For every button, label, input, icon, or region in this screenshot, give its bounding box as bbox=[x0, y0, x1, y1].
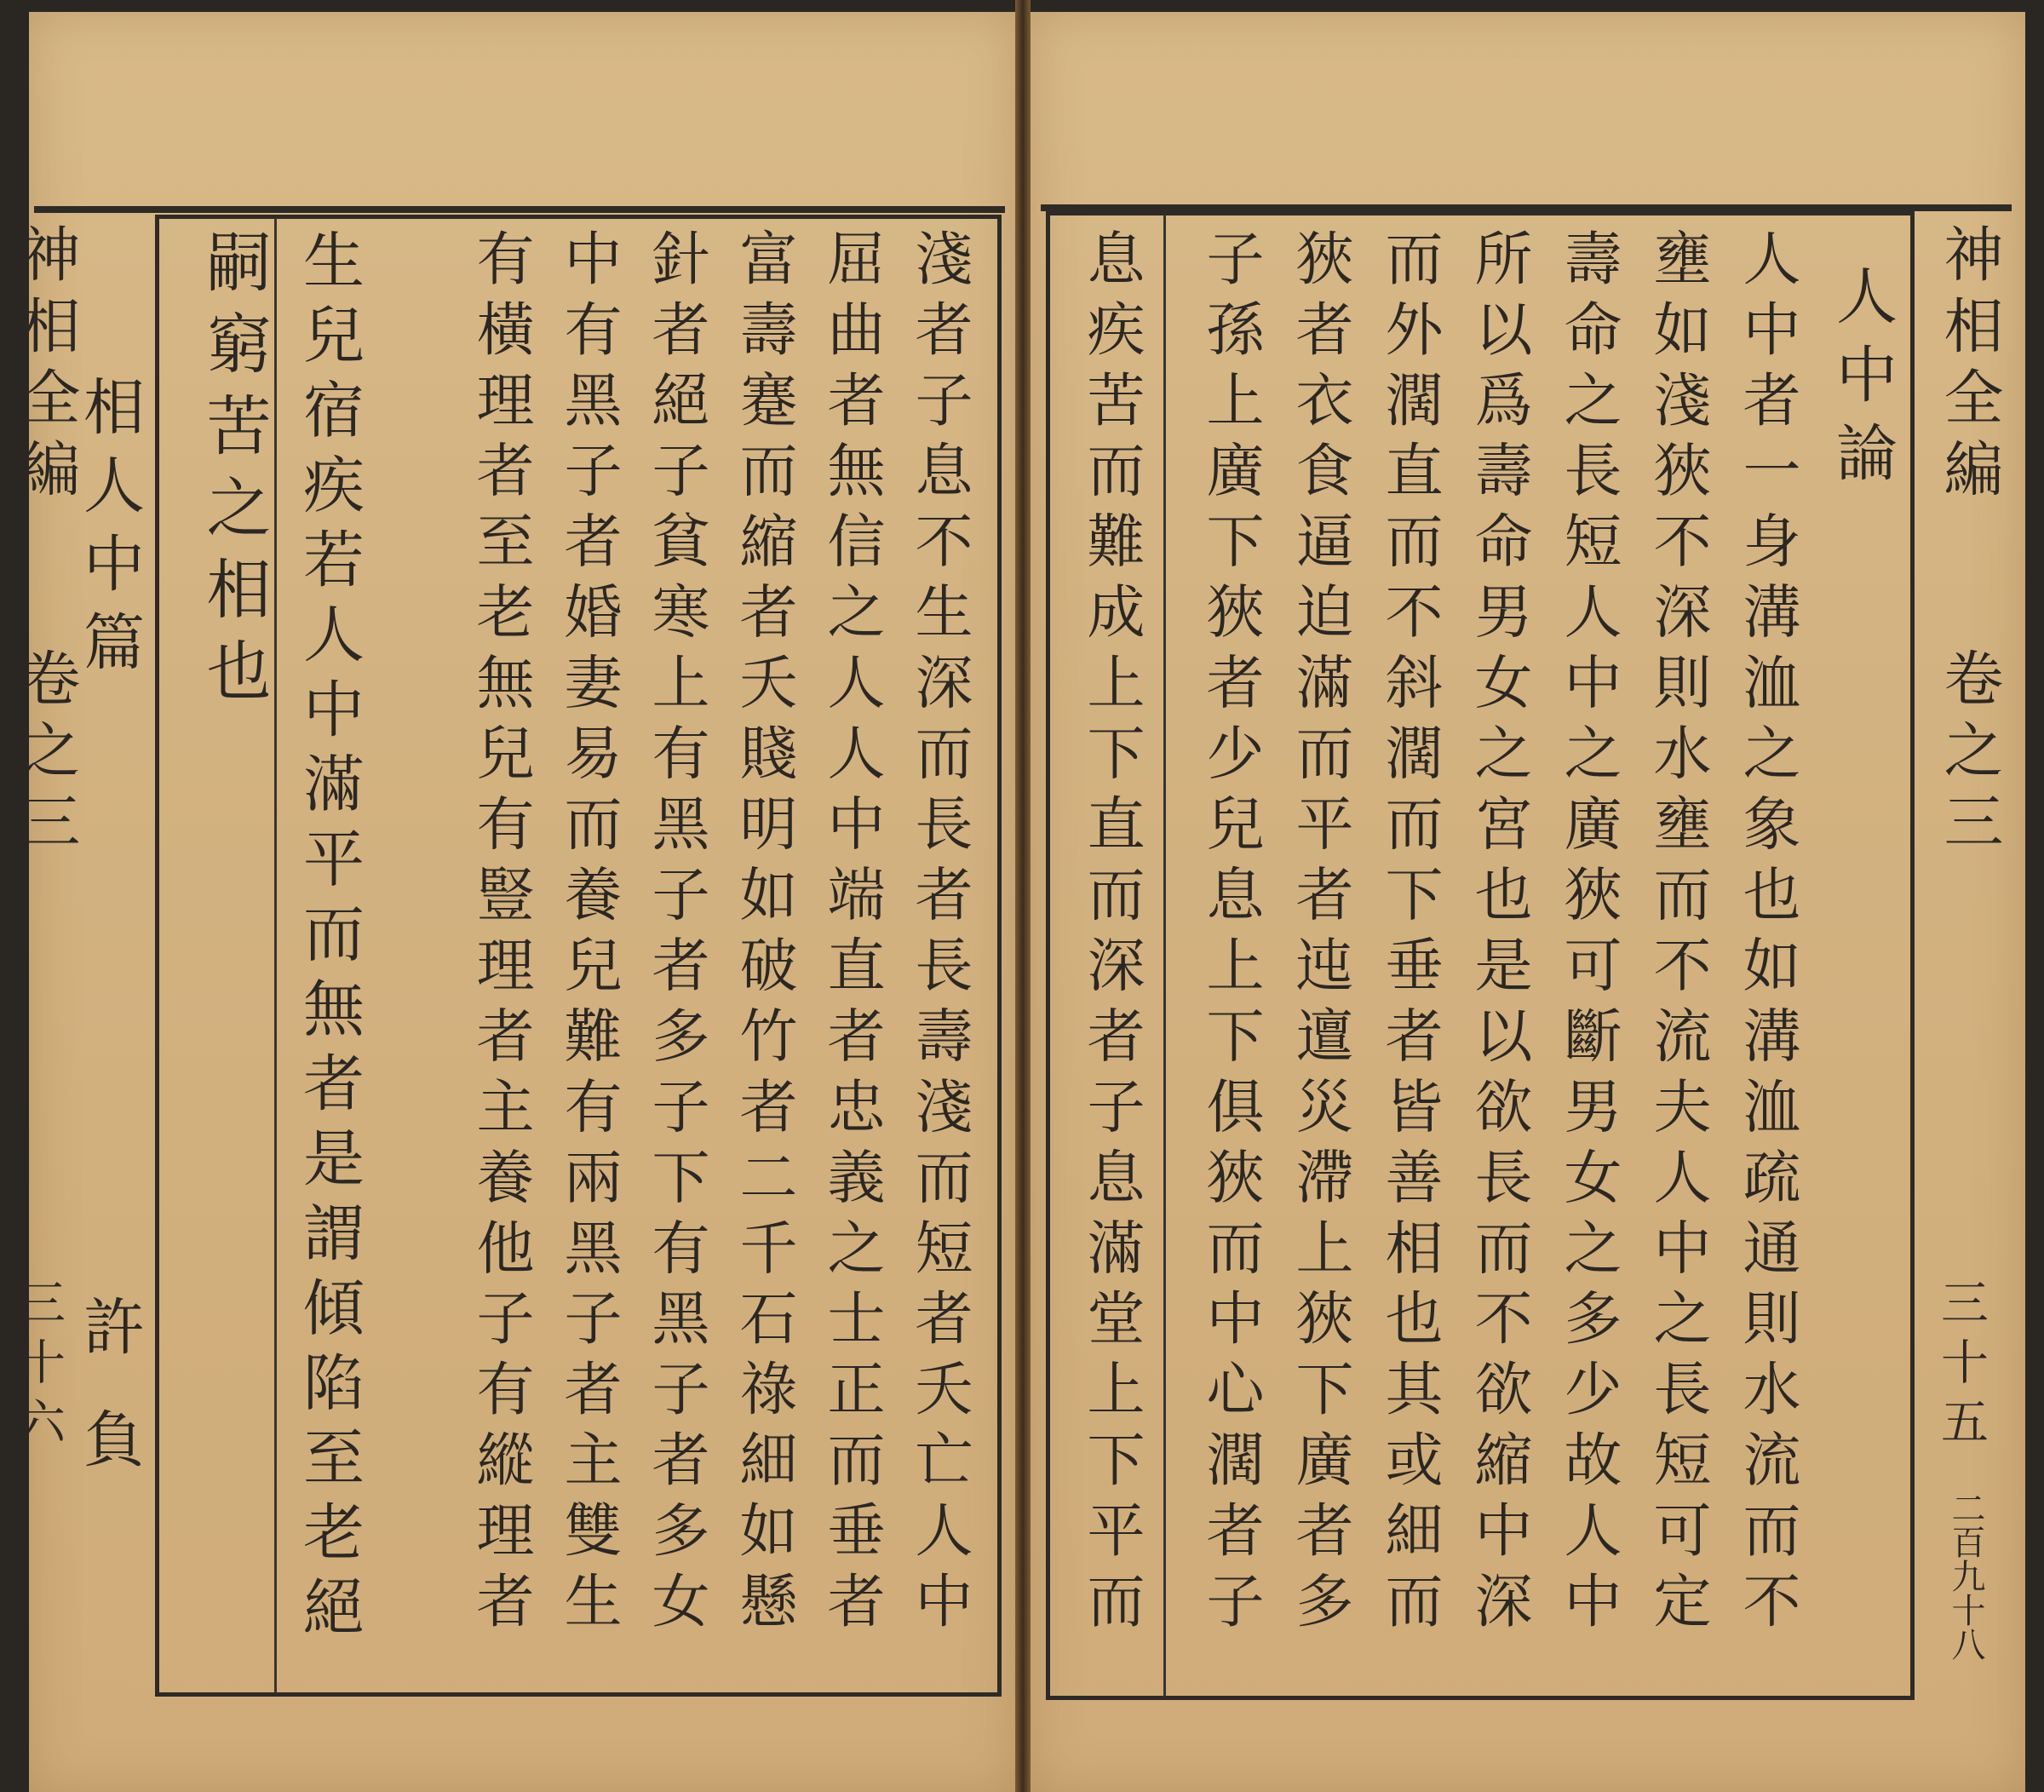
right-margin-number: 二百九十八 bbox=[1946, 1490, 1985, 1661]
left-column-divider bbox=[274, 218, 277, 1693]
right-column-6: 狹者衣食逼迫滿而平者迍邅災滯上狹下廣者多 bbox=[1286, 228, 1353, 1642]
right-margin-title: 神相全編 bbox=[1934, 223, 2004, 509]
right-column-1: 人中者一身溝洫之象也如溝洫疏通則水流而不 bbox=[1733, 228, 1800, 1642]
left-column-1: 淺者子息不生深而長者長壽淺而短者夭亡人中 bbox=[905, 228, 973, 1642]
left-column-4: 針者絕子貧寒上有黑子者多子下有黑子者多女 bbox=[642, 228, 709, 1642]
right-margin-volume: 卷之三 bbox=[1934, 647, 2004, 862]
left-top-rule bbox=[34, 206, 1005, 213]
right-top-rule bbox=[1041, 204, 2012, 211]
gutter bbox=[1015, 0, 1031, 1792]
right-column-5: 而外濶直而不斜濶而下垂者皆善相也其或細而 bbox=[1375, 228, 1443, 1642]
left-column-7: 生兒宿疾若人中滿平而無者是謂傾陷至老絕 bbox=[293, 228, 365, 1650]
right-column-8: 息疾苦而難成上下直而深者子息滿堂上下平而 bbox=[1077, 228, 1145, 1642]
right-column-3: 壽命之長短人中之廣狹可斷男女之多少故人中 bbox=[1554, 228, 1622, 1642]
left-margin-volume: 卷之三 bbox=[11, 647, 81, 862]
right-column-4: 所以爲壽命男女之宮也是以欲長而不欲縮中深 bbox=[1465, 228, 1532, 1642]
right-column-7: 子孫上廣下狹者少兒息上下俱狹而中心濶者子 bbox=[1197, 228, 1264, 1642]
right-column-divider bbox=[1163, 215, 1166, 1697]
left-column-5: 中有黑子者婚妻易而養兒難有兩黑子者主雙生 bbox=[554, 228, 622, 1642]
right-column-2: 壅如淺狹不深則水壅而不流夫人中之長短可定 bbox=[1644, 228, 1711, 1642]
right-heading: 人中論 bbox=[1826, 264, 1898, 499]
poem-author: 許負 bbox=[73, 1295, 145, 1519]
left-column-2: 屈曲者無信之人人中端直者忠義之士正而垂者 bbox=[818, 228, 885, 1642]
poem-title: 相人中篇 bbox=[73, 375, 145, 688]
left-column-3: 富壽蹇而縮者夭賤明如破竹者二千石祿細如懸 bbox=[730, 228, 797, 1642]
left-column-6: 有橫理者至老無兒有豎理者主養他子有縱理者 bbox=[467, 228, 534, 1642]
left-column-8: 嗣窮苦之相也 bbox=[196, 228, 272, 719]
right-margin-folio: 三十五 bbox=[1933, 1278, 1989, 1456]
left-margin-folio: 三十六 bbox=[10, 1278, 66, 1456]
left-margin-title: 神相全編 bbox=[11, 223, 81, 509]
